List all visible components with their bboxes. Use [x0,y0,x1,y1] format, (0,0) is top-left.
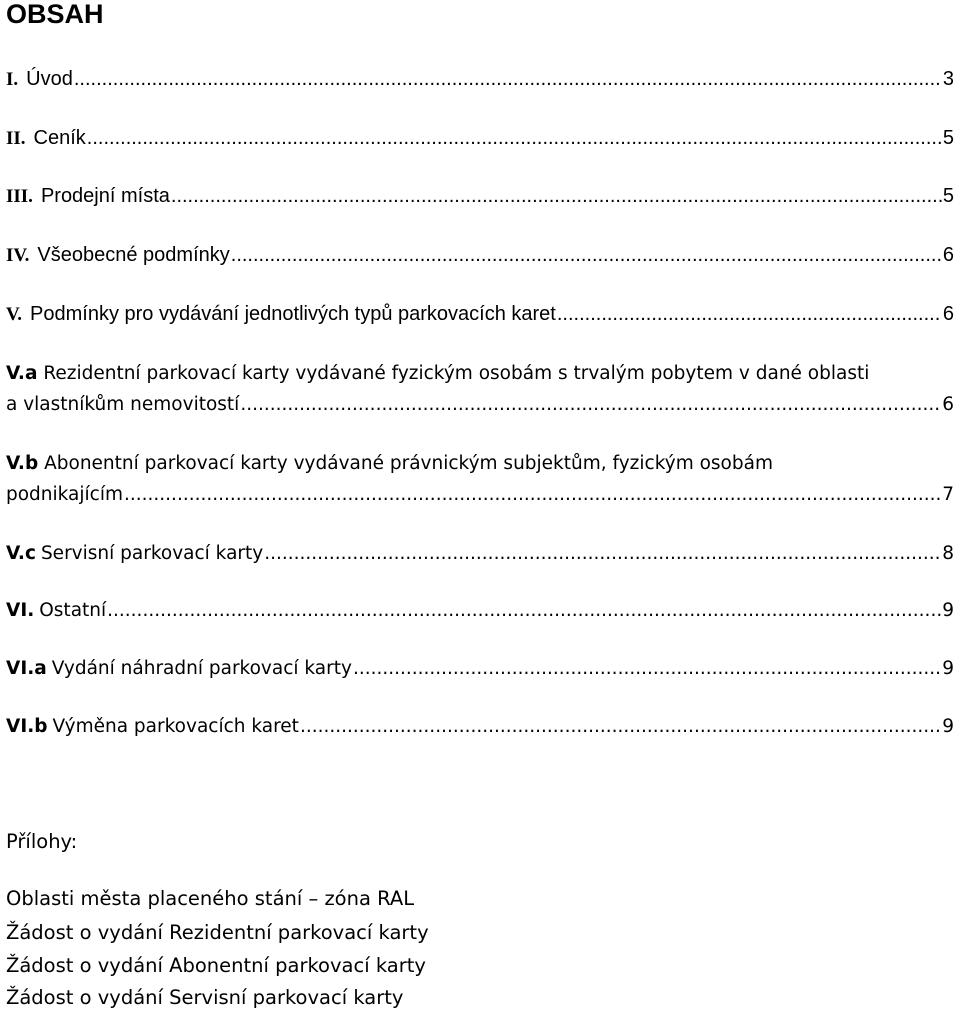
toc-entry-rezidentni-line1[interactable] [6,361,869,387]
toc-label: podnikajícím [6,484,124,505]
toc-label: a vlastníkům nemovitostí [6,394,240,415]
toc-entry-nahradni-karta[interactable] [6,656,954,682]
toc-page-number: 9 [942,600,954,621]
toc-entry-uvod[interactable] [6,66,954,93]
toc-page-number: 7 [942,484,954,505]
toc-page-number: 6 [942,303,954,325]
toc-label: Ceník [33,127,86,149]
toc-number: V.b [6,453,39,474]
toc-leader-dots [231,242,942,268]
toc-entry-abonentni-line1[interactable] [6,451,773,477]
toc-number: VI. [6,600,35,621]
toc-entry-rezidentni[interactable] [6,392,954,418]
toc-number: III. [6,186,33,207]
toc-leader-dots [124,482,941,508]
toc-leader-dots [240,392,941,418]
toc-page-number: 9 [942,658,954,679]
toc-label: Všeobecné podmínky [37,244,230,266]
toc-label-line1: Abonentní parkovací karty vydávané právnickým subjektům, fyzickým osobám [44,453,773,474]
toc-label: Úvod [26,68,73,90]
toc-page-number: 5 [942,127,954,149]
toc-label: Vydání náhradní parkovací karty [51,658,352,679]
toc-leader-dots [557,301,942,327]
toc-number: V.c [6,543,36,564]
toc-number: II. [6,128,26,149]
toc-label: Ostatní [39,600,107,621]
toc-entry-podminky-vydavani[interactable] [6,301,954,328]
toc-entry-prodejni-mista[interactable] [6,183,954,210]
toc-entry-vymena-karet[interactable] [6,714,954,740]
toc-label-line1: Rezidentní parkovací karty vydávané fyzickým osobám s trvalým pobytem v dané oblasti [43,363,870,384]
toc-label: Výměna parkovacích karet [52,716,299,737]
toc-leader-dots [353,656,941,682]
toc-entry-vseobecne-podminky[interactable] [6,242,954,269]
toc-number: IV. [6,245,30,266]
toc-number: V.a [6,363,38,384]
toc-leader-dots [107,598,941,624]
toc-number: VI.a [6,658,47,679]
toc-number: I. [6,69,19,90]
toc-entry-cenik[interactable] [6,125,954,152]
attachment-item[interactable]: Žádost o vydání Servisní parkovací karty [6,986,404,1009]
toc-page-number: 5 [942,185,954,207]
toc-leader-dots [87,125,942,151]
page-title: OBSAH [6,0,104,29]
attachment-item[interactable]: Žádost o vydání Abonentní parkovací karty [6,954,426,977]
toc-page-number: 6 [942,394,954,415]
toc-number: V. [6,304,23,325]
toc-leader-dots [264,541,941,567]
toc-entry-servisni[interactable] [6,541,954,567]
attachments-heading: Přílohy: [6,830,78,853]
toc-page-number: 3 [942,68,954,90]
toc-leader-dots [74,66,942,92]
attachment-item[interactable]: Žádost o vydání Rezidentní parkovací karty [6,921,429,944]
toc-label: Servisní parkovací karty [40,543,264,564]
toc-label: Prodejní místa [40,185,170,207]
attachment-item[interactable]: Oblasti města placeného stání – zóna RAL [6,887,415,910]
toc-page-number: 6 [942,244,954,266]
toc-number: VI.b [6,716,48,737]
toc-leader-dots [171,183,942,209]
toc-leader-dots [300,714,941,740]
toc-page-number: 9 [942,716,954,737]
toc-entry-abonentni[interactable] [6,482,954,508]
toc-entry-ostatni[interactable] [6,598,954,624]
toc-page-number: 8 [942,543,954,564]
toc-label: Podmínky pro vydávání jednotlivých typů parkovacích karet [30,303,556,325]
